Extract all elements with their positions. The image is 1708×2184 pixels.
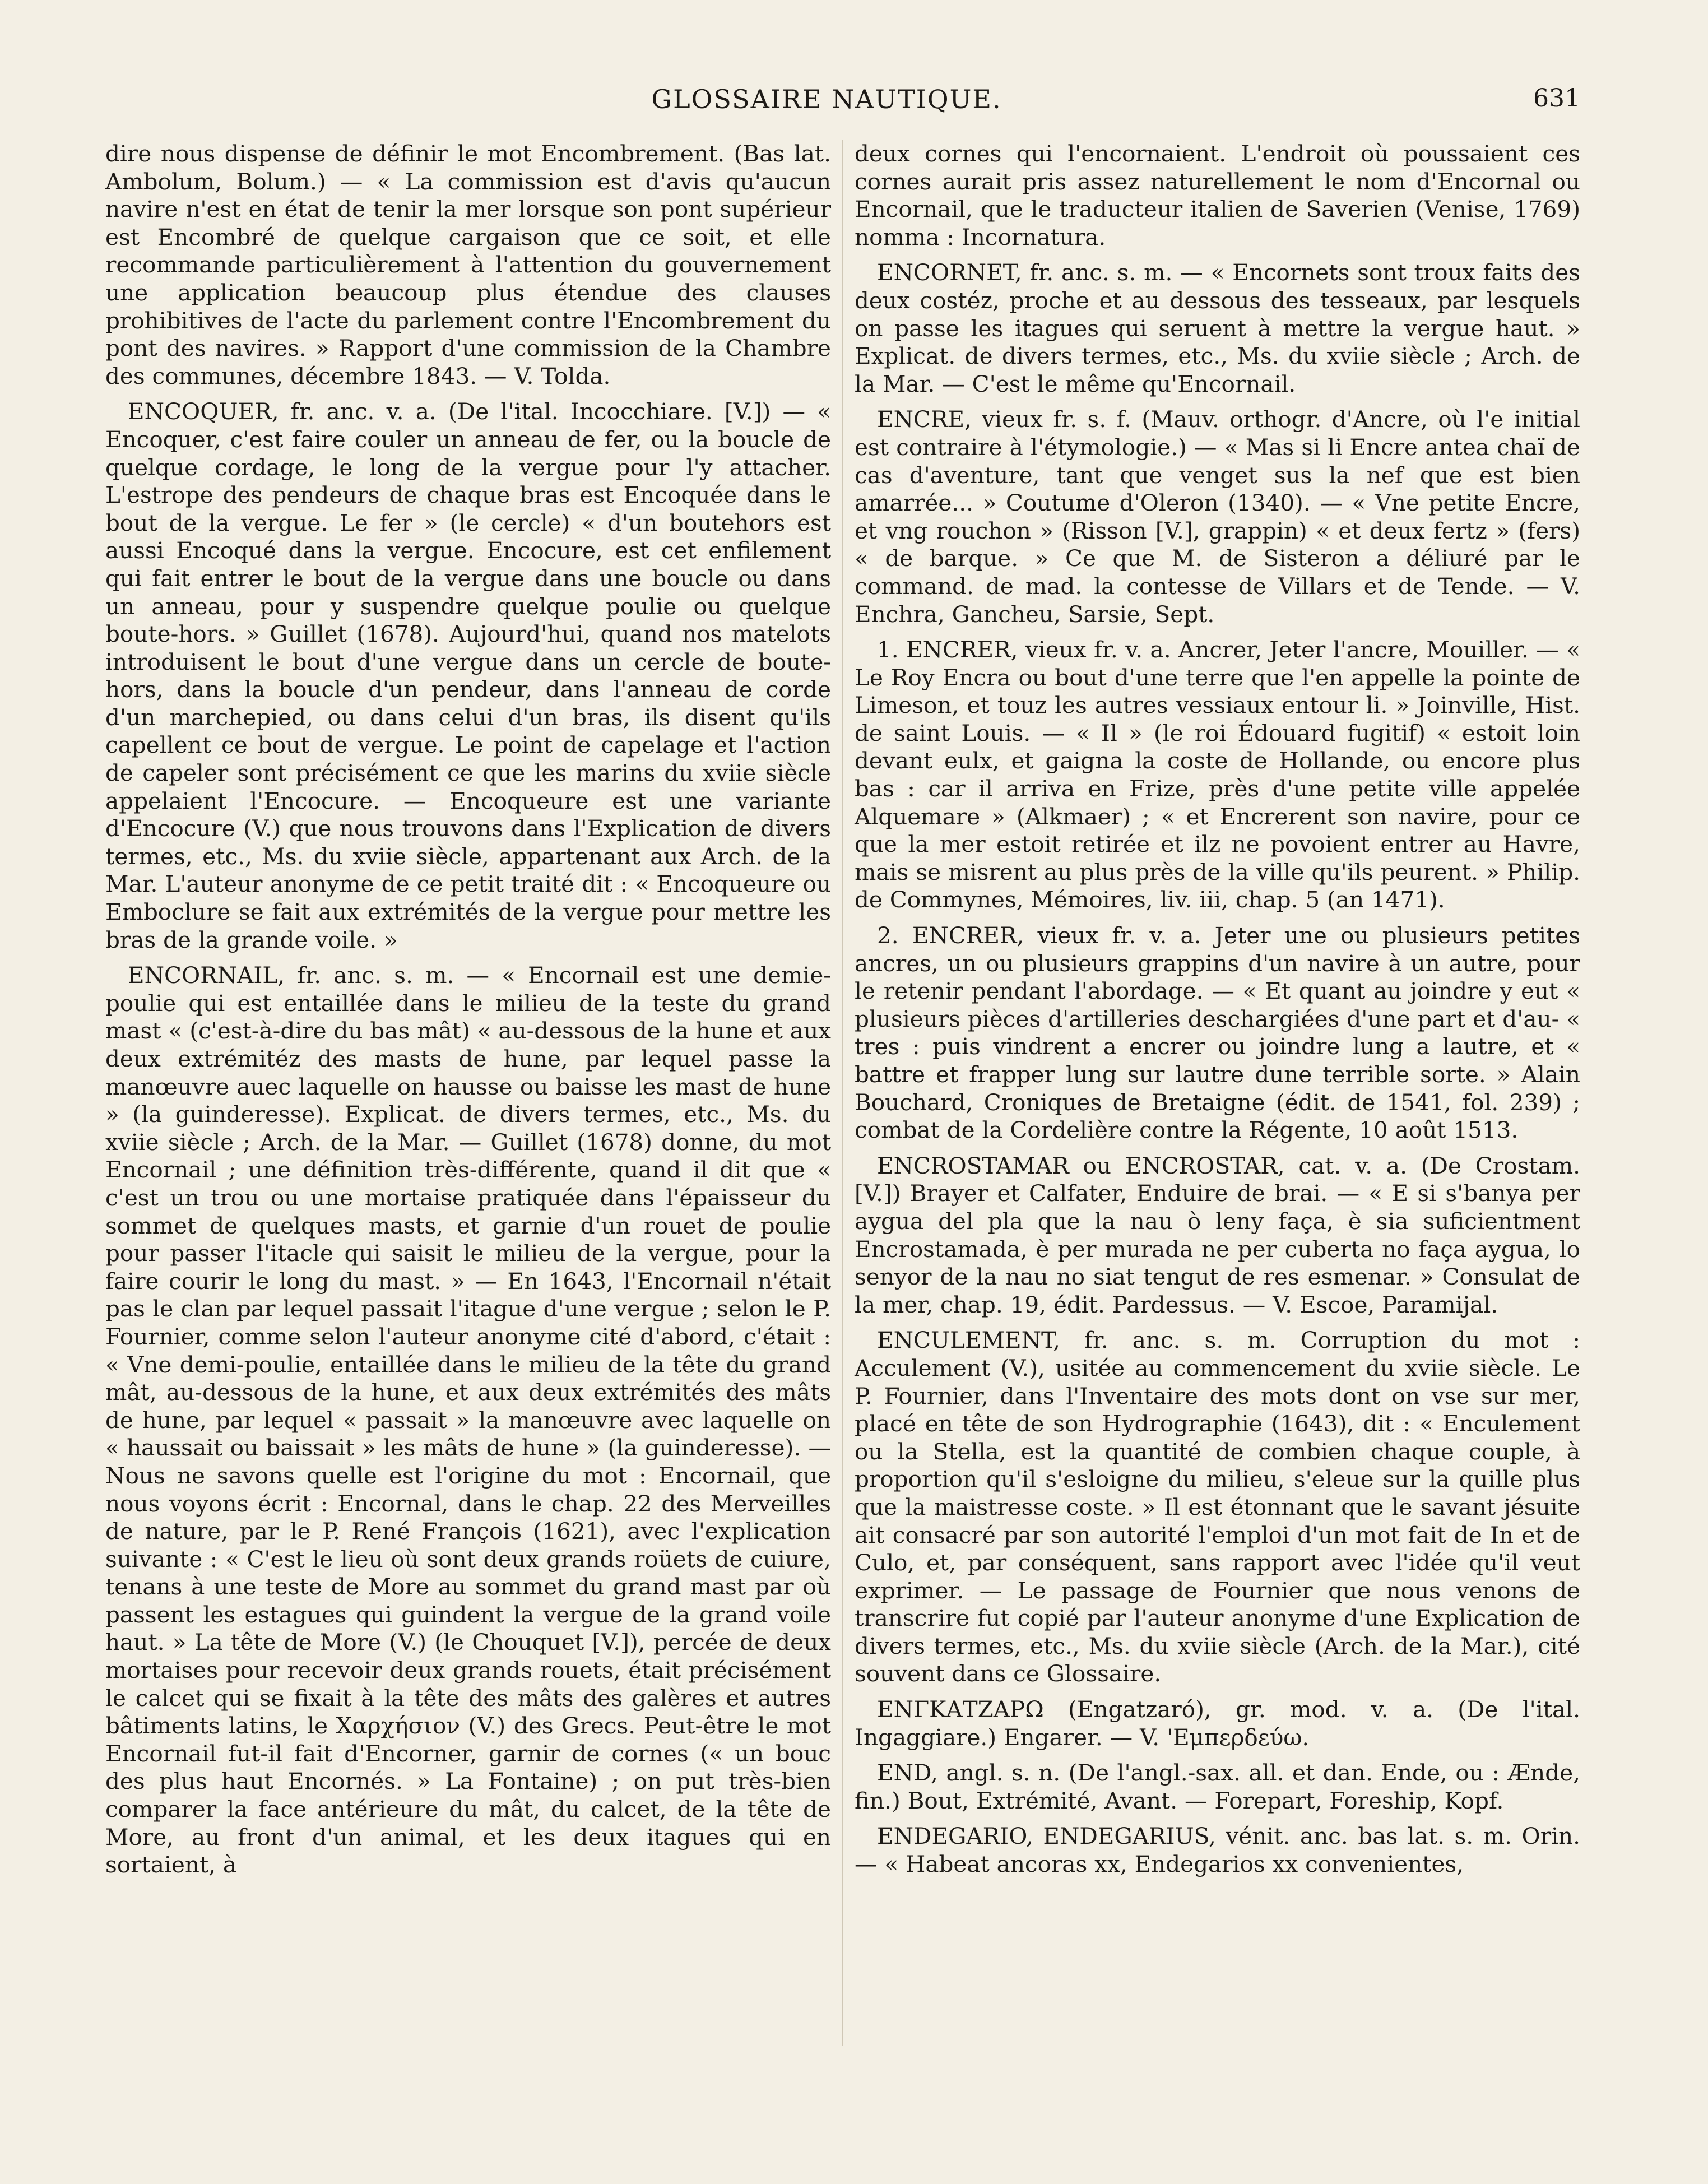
page-header: [84, 84, 1580, 123]
entry-end: END, angl. s. n. (De l'angl.-sax. all. et dan. Ende, ou : Ænde, fin.) Bout, Extrémité, Avant. — Forepart, Foreship, Kopf.: [855, 1759, 1580, 1814]
entry-encornet: ENCORNET, fr. anc. s. m. — « Encornets sont troux faits des deux costéz, proche et au dessous des tesseaux, par lesquels on passe les itagues qui seruent à mettre la vergue haut. » Explicat. de divers termes, etc., Ms. du xviie siècle ; Arch. de la Mar. — C'est le même qu'Encornail.: [855, 259, 1580, 397]
paragraph-encornail-continued: deux cornes qui l'encornaient. L'endroit où poussaient ces cornes aurait pris assez naturellement le nom d'Encornal ou Encornail, que le traducteur italien de Saverien (Venise, 1769) nomma : Incornatura.: [855, 140, 1580, 251]
paragraph-encombrement-end: dire nous dispense de définir le mot Encombrement. (Bas lat. Ambolum, Bolum.) — « La commission est d'avis qu'aucun navire n'est en état de tenir la mer lorsque son pont supérieur est Encombré de quelque cargaison que ce soit, et elle recommande particulièrement à l'attention du gouvernement une application beaucoup plus étendue des clauses prohibitives de l'acte du parlement contre l'Encombrement du pont des navires. » Rapport d'une commission de la Chambre des communes, décembre 1843. — V. Tolda.: [105, 140, 831, 389]
entry-engatzaro: ΕΝΓΚΑΤΖΑΡΩ (Engatzaró), gr. mod. v. a. (De l'ital. Ingaggiare.) Engarer. — V. 'Εμπερδεύω.: [855, 1696, 1580, 1751]
page-number: 631: [1533, 84, 1580, 113]
left-column: [105, 140, 831, 1882]
entry-encoquer: ENCOQUER, fr. anc. v. a. (De l'ital. Incocchiare. [V.]) — « Encoquer, c'est faire couler un anneau de fer, ou la boucle de quelque cordage, le long de la vergue pour l'y attacher. L'estrope des pendeurs de chaque bras est Encoquée dans le bout de la vergue. Le fer » (le cercle) « d'un boutehors est aussi Encoqué dans la vergue. Encocure, est cet enfilement qui fait entrer le bout de la vergue dans une boucle ou dans un anneau, pour y suspendre quelque poulie ou quelque boute-hors. » Guillet (1678). Aujourd'hui, quand nos matelots introduisent le bout d'une vergue dans un cercle de boute-hors, dans la boucle d'un pendeur, dans l'anneau de corde d'un marchepied, ou dans celui d'un bras, ils disent qu'ils capellent ce bout de vergue. Le point de capelage et l'action de capeler sont précisément ce que les marins du xviie siècle appelaient l'Encocure. — Encoqueure est une variante d'Encocure (V.) que nous trouvons dans l'Explication de divers termes, etc., Ms. du xviie siècle, appartenant aux Arch. de la Mar. L'auteur anonyme de ce petit traité dit : « Encoqueure ou Emboclure se fait aux extrémités de la vergue pour mettre les bras de la grande voile. »: [105, 398, 831, 953]
page-title: GLOSSAIRE NAUTIQUE.: [651, 84, 1002, 114]
entry-encornail: ENCORNAIL, fr. anc. s. m. — « Encornail est une demie-poulie qui est entaillée dans le milieu de la teste du grand mast « (c'est-à-dire du bas mât) « au-dessous de la hune et aux deux extrémitéz des masts de hune, par lequel passe la manœuvre auec laquelle on hausse ou baisse les mast de hune » (la guinderesse). Explicat. de divers termes, etc., Ms. du xviie siècle ; Arch. de la Mar. — Guillet (1678) donne, du mot Encornail ; une définition très-différente, quand il dit que « c'est un trou ou une mortaise pratiquée dans l'épaisseur du sommet de quelques masts, et garnie d'un rouet de poulie pour passer l'itacle qui saisit le milieu de la vergue, pour la faire courir le long du mast. » — En 1643, l'Encornail n'était pas le clan par lequel passait l'itague d'une vergue ; selon le P. Fournier, comme selon l'auteur anonyme cité d'abord, c'était : « Vne demi-poulie, entaillée dans le milieu de la tête du grand mât, au-dessous de la hune, et aux deux extrémités des mâts de hune, par lequel « passait » la manœuvre avec laquelle on « haussait ou baissait » les mâts de hune » (la guinderesse). — Nous ne savons quelle est l'origine du mot : Encornail, que nous voyons écrit : Encornal, dans le chap. 22 des Merveilles de nature, par le P. René François (1621), avec l'explication suivante : « C'est le lieu où sont deux grands roüets de cuiure, tenans à une teste de More au sommet du grand mast par où passent les estagues qui guindent la vergue de la grand voile haut. » La tête de More (V.) (le Chouquet [V.]), percée de deux mortaises pour recevoir deux grands rouets, était précisément le calcet qui se fixait à la tête des mâts des galères et autres bâtiments latins, le Χαρχήσιον (V.) des Grecs. Peut-être le mot Encornail fut-il fait d'Encorner, garnir de cornes (« un bouc des plus haut Encornés. » La Fontaine) ; on put très-bien comparer la face antérieure du mât, du calcet, de la tête de More, au front d'un animal, et les deux itagues qui en sortaient, à: [105, 962, 831, 1879]
entry-endegario: ENDEGARIO, ENDEGARIUS, vénit. anc. bas lat. s. m. Orin. — « Habeat ancoras xx, Endegarios xx convenientes,: [855, 1823, 1580, 1878]
right-column: [855, 140, 1580, 1882]
entry-encrostamar: ENCROSTAMAR ou ENCROSTAR, cat. v. a. (De Crostam. [V.]) Brayer et Calfater, Enduire de brai. — « E si s'banya per aygua del pla que la nau ò leny faça, è sia suficientment Encrostamada, è per murada ne per cuberta no faça aygua, lo senyor de la nau no siat tengut de res esmenar. » Consulat de la mer, chap. 19, édit. Pardessus. — V. Escoe, Paramijal.: [855, 1152, 1580, 1318]
entry-encre: ENCRE, vieux fr. s. f. (Mauv. orthogr. d'Ancre, où l'e initial est contraire à l'étymologie.) — « Mas si li Encre antea chaï de cas d'aventure, tant que venget sus la nef que est bien amarrée... » Coutume d'Oleron (1340). — « Vne petite Encre, et vng rouchon » (Risson [V.], grappin) « et deux fertz » (fers) « de barque. » Ce que M. de Sisteron a déliuré par le command. de mad. la contesse de Villars et de Tende. — V. Enchra, Gancheu, Sarsie, Sept.: [855, 406, 1580, 628]
entry-encrer-1: 1. ENCRER, vieux fr. v. a. Ancrer, Jeter l'ancre, Mouiller. — « Le Roy Encra ou bout d'une terre que l'en appelle la pointe de Limeson, et touz les autres vessiaux entour li. » Joinville, Hist. de saint Louis. — « Il » (le roi Édouard fugitif) « estoit loin devant eulx, et gaigna la coste de Hollande, ou encore plus bas : car il arriva en Frize, près d'une petite ville appelée Alquemare » (Alkmaer) ; « et Encrerent son navire, pour ce que la mer estoit retirée et ilz ne povoient entrer au Havre, mais se misrent au plus près de la ville qu'ils peurent. » Philip. de Commynes, Mémoires, liv. iii, chap. 5 (an 1471).: [855, 636, 1580, 914]
column-divider: [842, 140, 843, 2046]
entry-enculement: ENCULEMENT, fr. anc. s. m. Corruption du mot : Acculement (V.), usitée au commencement du xviie siècle. Le P. Fournier, dans l'Inventaire des mots dont on vse sur mer, placé en tête de son Hydrographie (1643), dit : « Enculement ou la Stella, est la quantité de combien chaque couple, à proportion qu'il s'esloigne du milieu, s'eleue sur la quille plus que la maistresse coste. » Il est étonnant que le savant jésuite ait consacré par son autorité l'emploi d'un mot fait de In et de Culo, et, par conséquent, sans rapport avec l'idée qu'il veut exprimer. — Le passage de Fournier que nous venons de transcrire fut copié par l'auteur anonyme d'une Explication de divers termes, etc., Ms. du xviie siècle (Arch. de la Mar.), cité souvent dans ce Glossaire.: [855, 1327, 1580, 1687]
entry-encrer-2: 2. ENCRER, vieux fr. v. a. Jeter une ou plusieurs petites ancres, un ou plusieurs grappins d'un navire à un autre, pour le retenir pendant l'abordage. — « Et quant au joindre y eut « plusieurs pièces d'artilleries deschargiées d'une part et d'au- « tres : puis vindrent a encrer ou joindre lung a lautre, et « battre et frapper lung sur lautre dune terrible sorte. » Alain Bouchard, Croniques de Bretaigne (édit. de 1541, fol. 239) ; combat de la Cordelière contre la Régente, 10 août 1513.: [855, 922, 1580, 1144]
